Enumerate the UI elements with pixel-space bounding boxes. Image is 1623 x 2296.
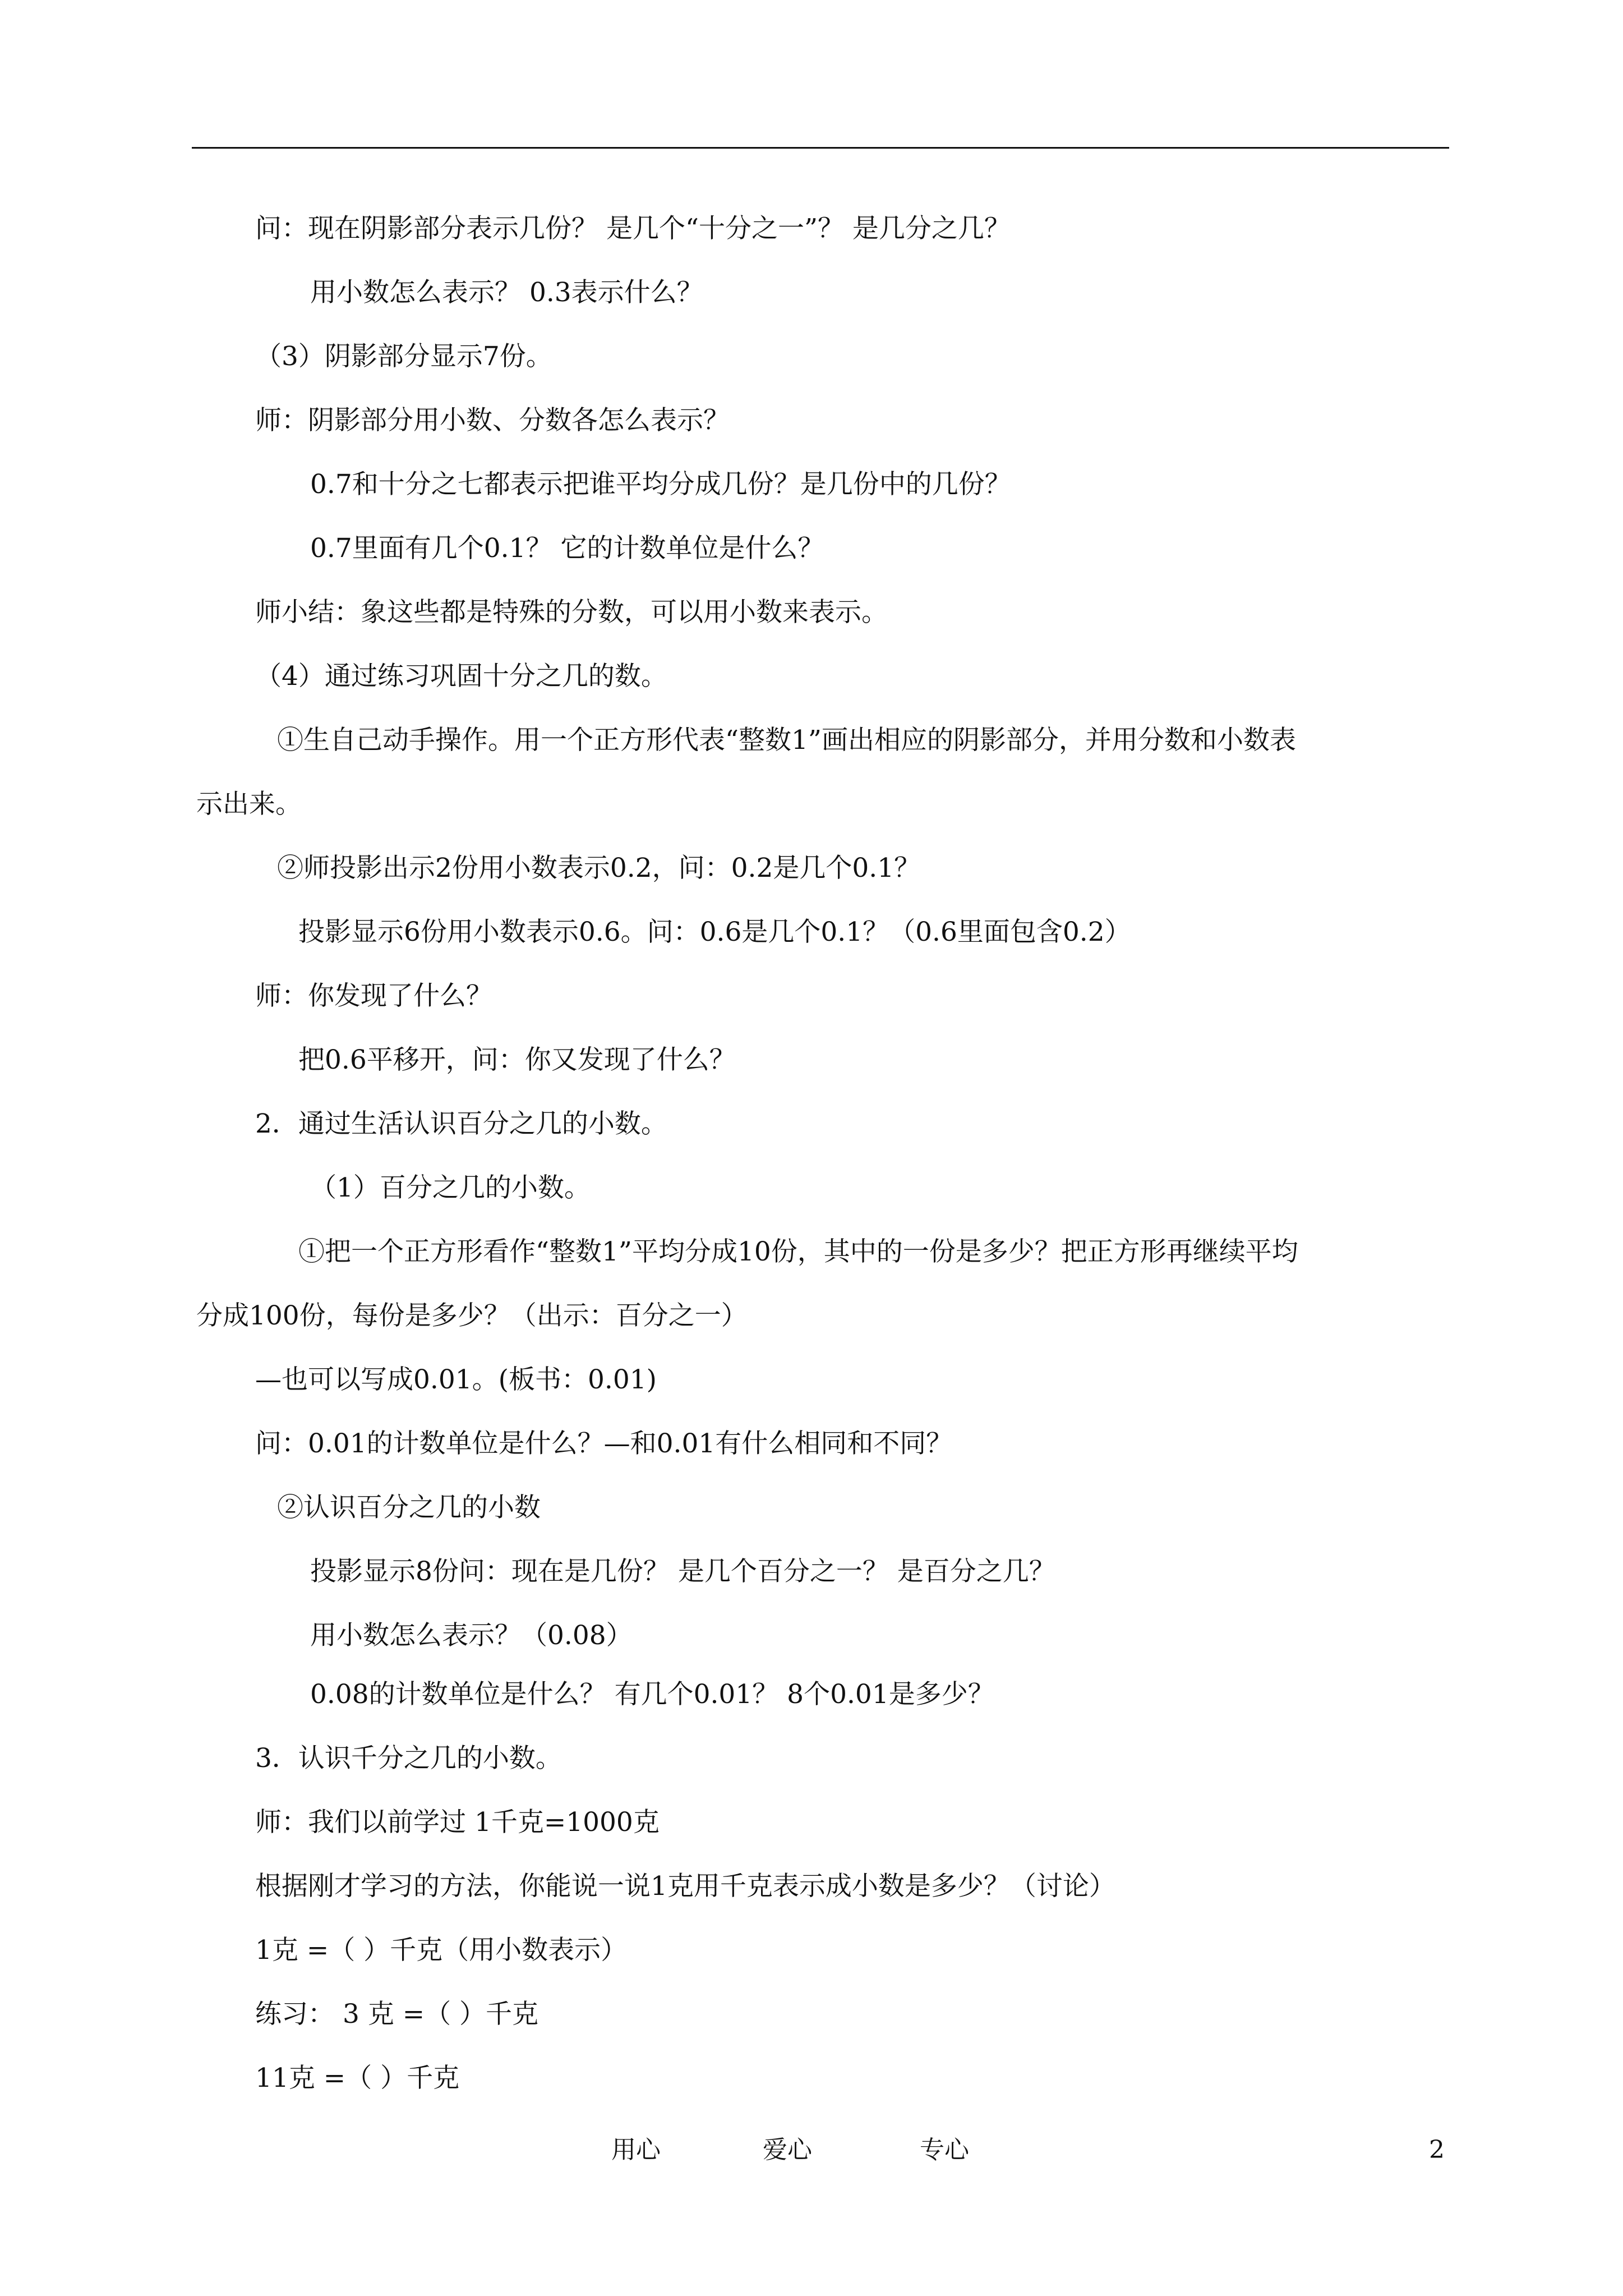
text-line: ①把一个正方形看作“整数1”平均分成10份，其中的一份是多少？把正方形再继续平均: [298, 1236, 1298, 1267]
text-line: 师：我们以前学过 1千克=1000克: [255, 1807, 660, 1838]
text-line: 根据刚才学习的方法，你能说一说1克用千克表示成小数是多少？（讨论）: [255, 1871, 1115, 1902]
text-line: 问：0.01的计数单位是什么？—和0.01有什么相同和不同？: [255, 1428, 953, 1459]
text-line: 问：现在阴影部分表示几份？ 是几个“十分之一”？ 是几分之几？: [255, 213, 1011, 244]
footer-motto: [611, 2134, 661, 2166]
header-rule: [192, 147, 1449, 149]
text-line: 用小数怎么表示？ 0.3表示什么？: [310, 277, 703, 308]
text-line: 3．认识千分之几的小数。: [255, 1743, 562, 1774]
text-line: 师：阴影部分用小数、分数各怎么表示？: [255, 405, 730, 436]
text-line: 分成100份，每份是多少？（出示：百分之一）: [196, 1300, 748, 1331]
text-line: 把0.6平移开，问：你又发现了什么？: [298, 1045, 736, 1075]
text-line: 投影显示6份用小数表示0.6。问：0.6是几个0.1？（0.6里面包含0.2）: [298, 917, 1131, 947]
page-number: 2: [1429, 2136, 1445, 2164]
footer-motto-item: 用心: [611, 2136, 661, 2164]
text-line: 1克 =（ ）千克（用小数表示）: [255, 1935, 628, 1966]
text-line: （4）通过练习巩固十分之几的数。: [255, 661, 667, 692]
text-line: ②认识百分之几的小数: [277, 1492, 541, 1523]
footer-motto-item: 爱心: [763, 2136, 812, 2164]
text-line: ①生自己动手操作。用一个正方形代表“整数1”画出相应的阴影部分，并用分数和小数表: [277, 725, 1296, 756]
text-line: 0.7里面有几个0.1？ 它的计数单位是什么？: [310, 533, 824, 564]
text-line: —也可以写成0.01。(板书：0.01): [255, 1364, 657, 1395]
text-line: 0.08的计数单位是什么？ 有几个0.01？ 8个0.01是多少？: [310, 1679, 994, 1710]
footer-motto-item: 专心: [920, 2136, 969, 2164]
text-line: 师小结：象这些都是特殊的分数，可以用小数来表示。: [255, 597, 888, 628]
text-line: 用小数怎么表示？（0.08）: [310, 1620, 633, 1651]
text-line: （1）百分之几的小数。: [310, 1172, 591, 1203]
footer-motto: [920, 2134, 969, 2166]
text-line: 师：你发现了什么？: [255, 981, 492, 1011]
text-line: 2．通过生活认识百分之几的小数。: [255, 1108, 667, 1139]
text-line: 示出来。: [196, 789, 302, 820]
text-line: 练习： 3 克 =（ ）千克: [255, 1999, 539, 2030]
text-line: ②师投影出示2份用小数表示0.2，问：0.2是几个0.1？: [277, 853, 921, 884]
text-line: （3）阴影部分显示7份。: [255, 341, 552, 372]
text-line: 11克 =（ ）千克: [255, 2063, 460, 2093]
footer-motto: [763, 2134, 812, 2166]
text-line: 投影显示8份问：现在是几份？ 是几个百分之一？ 是百分之几？: [310, 1556, 1055, 1587]
text-line: 0.7和十分之七都表示把谁平均分成几份？是几份中的几份？: [310, 469, 1011, 500]
